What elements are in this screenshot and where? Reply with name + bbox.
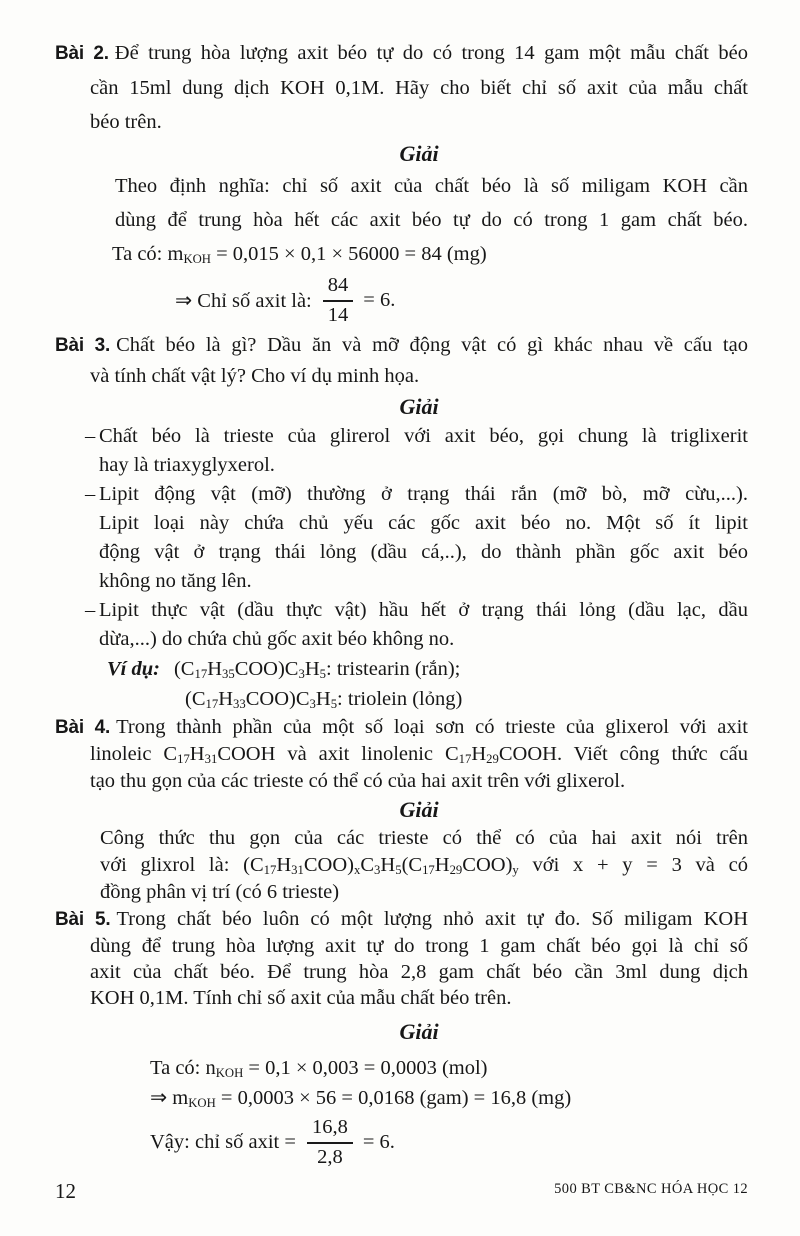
formula-line: ⇒ $m_{KOH} = 0,0003 \times 56 = 0,0168$ (gam) = 16,8 (mg) <box>150 1087 572 1110</box>
problem-2-solution <box>115 169 748 237</box>
solution-heading: Giải <box>399 797 439 822</box>
chemical-formula: $(C_{17}H_{33}COO)C_3H_5$: triolein (lỏng) <box>185 688 463 711</box>
text-line: axit của chất béo. Để trung hòa 2,8 gam chất béo cần 3ml dung dịch <box>90 961 748 983</box>
text-line: dùng để trung hòa hết các axit béo tự do có trong 1 gam chất béo. <box>115 209 748 231</box>
bullet-item <box>85 422 748 480</box>
text-line <box>55 714 748 741</box>
fraction-denominator: 2,8 <box>317 1146 343 1168</box>
fraction-suffix: = 6. <box>362 1131 395 1153</box>
problem-5-label: Bài 5. <box>55 909 111 930</box>
problem-2-label: Bài 2. <box>55 43 109 64</box>
text-line: tạo thu gọn của các trieste có thể có của hai axit trên với glixerol. <box>90 770 626 792</box>
problem-5 <box>55 906 748 1011</box>
bullet-item <box>85 596 748 654</box>
text-line: Công thức thu gọn của các trieste có thể có của hai axit nói trên <box>100 827 748 849</box>
fraction <box>323 273 354 328</box>
text-line: KOH 0,1M. Tính chỉ số axit của mẫu chất béo trên. <box>90 987 512 1009</box>
text-line: và tính chất vật lý? Cho ví dụ minh họa. <box>90 365 420 387</box>
text-line <box>55 906 748 933</box>
text-line: không no tăng lên. <box>99 570 252 592</box>
fraction-equation <box>150 1115 748 1170</box>
example-line <box>107 654 748 684</box>
fraction-numerator: 16,8 <box>307 1115 353 1144</box>
fraction-suffix: = 6. <box>363 289 396 311</box>
bullet-text: Chất béo là trieste của glirerol với axit béo, gọi chung là triglixerit <box>99 425 748 447</box>
text-line: với glixrol là: $(C_{17}H_{31}COO)_xC_3H_5(C_{17}H_{29}COO)_y$ với x + y = 3 và có <box>100 854 748 877</box>
example-label: Ví dụ: <box>107 658 160 680</box>
bullet-text: Lipit thực vật (dầu thực vật) hầu hết ở trạng thái lỏng (dầu lạc, dầu <box>99 599 748 621</box>
problem-3-text: Chất béo là gì? Dầu ăn và mỡ động vật có gì khác nhau về cấu tạo <box>116 334 748 356</box>
footer-book-title: 500 BT CB&NC HÓA HỌC 12 <box>554 1181 748 1197</box>
page-footer <box>55 1178 748 1204</box>
bullet-text: Lipit động vật (mỡ) thường ở trạng thái rắn (mỡ bò, mỡ cừu,...). <box>99 483 748 505</box>
problem-4 <box>55 714 748 795</box>
text-line <box>85 422 748 451</box>
problem-4-label: Bài 4. <box>55 717 111 738</box>
fraction-prefix: Vậy: chỉ số axit = <box>150 1131 296 1153</box>
solution-heading: Giải <box>399 394 439 419</box>
text-line: động vật ở trạng thái lỏng (dầu cá,..), do thành phần gốc axit béo <box>99 541 748 563</box>
text-line <box>85 596 748 625</box>
formula-line: Ta có: $m_{KOH} = 0,015 \times 0,1 \times 56000 = 84$ (mg) <box>112 243 487 266</box>
text-line: béo trên. <box>90 111 162 133</box>
problem-3-label: Bài 3. <box>55 335 111 356</box>
solution-heading: Giải <box>399 141 439 166</box>
text-line: Lipit loại này chứa chủ yếu các gốc axit béo no. Một số ít lipit <box>99 512 748 534</box>
text-line <box>55 330 748 361</box>
text-line <box>85 480 748 509</box>
solution-heading: Giải <box>399 1019 439 1044</box>
text-line: dừa,...) do chứa chủ gốc axit béo không no. <box>99 628 455 650</box>
problem-3-solution <box>85 422 748 654</box>
problem-2 <box>55 36 748 139</box>
dash-bullet: – <box>85 599 96 621</box>
text-line: đồng phân vị trí (có 6 trieste) <box>100 881 340 903</box>
dash-bullet: – <box>85 425 96 447</box>
text-line: linoleic $C_{17}H_{31}COOH$ và axit linolenic $C_{17}H_{29}COOH$. Viết công thức cấu <box>90 743 748 766</box>
text-line: cần 15ml dung dịch KOH 0,1M. Hãy cho biết chỉ số axit của mẫu chất <box>90 77 748 99</box>
chemical-formula: $(C_{17}H_{35}COO)C_3H_5$: tristearin (rắn); <box>173 658 461 681</box>
fraction-prefix: ⇒ Chỉ số axit là: <box>175 290 312 312</box>
text-line <box>55 36 748 71</box>
problem-5-text: Trong chất béo luôn có một lượng nhỏ axit tự đo. Số miligam KOH <box>116 908 748 930</box>
dash-bullet: – <box>85 483 96 505</box>
fraction-equation <box>175 273 748 328</box>
text-line: dùng để trung hòa lượng axit tự do trong 1 gam chất béo gọi là chỉ số <box>90 935 748 957</box>
fraction-denominator: 14 <box>327 304 349 326</box>
problem-4-text: Trong thành phần của một số loại sơn có trieste của glixerol với axit <box>116 716 748 738</box>
problem-3 <box>55 330 748 392</box>
formula-line: Ta có: $n_{KOH} = 0,1 \times 0,003 = 0,0003$ (mol) <box>150 1057 488 1080</box>
fraction-numerator: 84 <box>323 273 354 302</box>
text-line: hay là triaxyglyxerol. <box>99 454 275 476</box>
problem-2-text: Để trung hòa lượng axit béo tự do có trong 14 gam một mẫu chất béo <box>114 42 748 64</box>
problem-4-solution <box>100 825 748 906</box>
page-number: 12 <box>55 1179 76 1203</box>
bullet-item <box>85 480 748 596</box>
text-line: Theo định nghĩa: chỉ số axit của chất béo là số miligam KOH cần <box>115 175 748 197</box>
fraction <box>307 1115 353 1170</box>
